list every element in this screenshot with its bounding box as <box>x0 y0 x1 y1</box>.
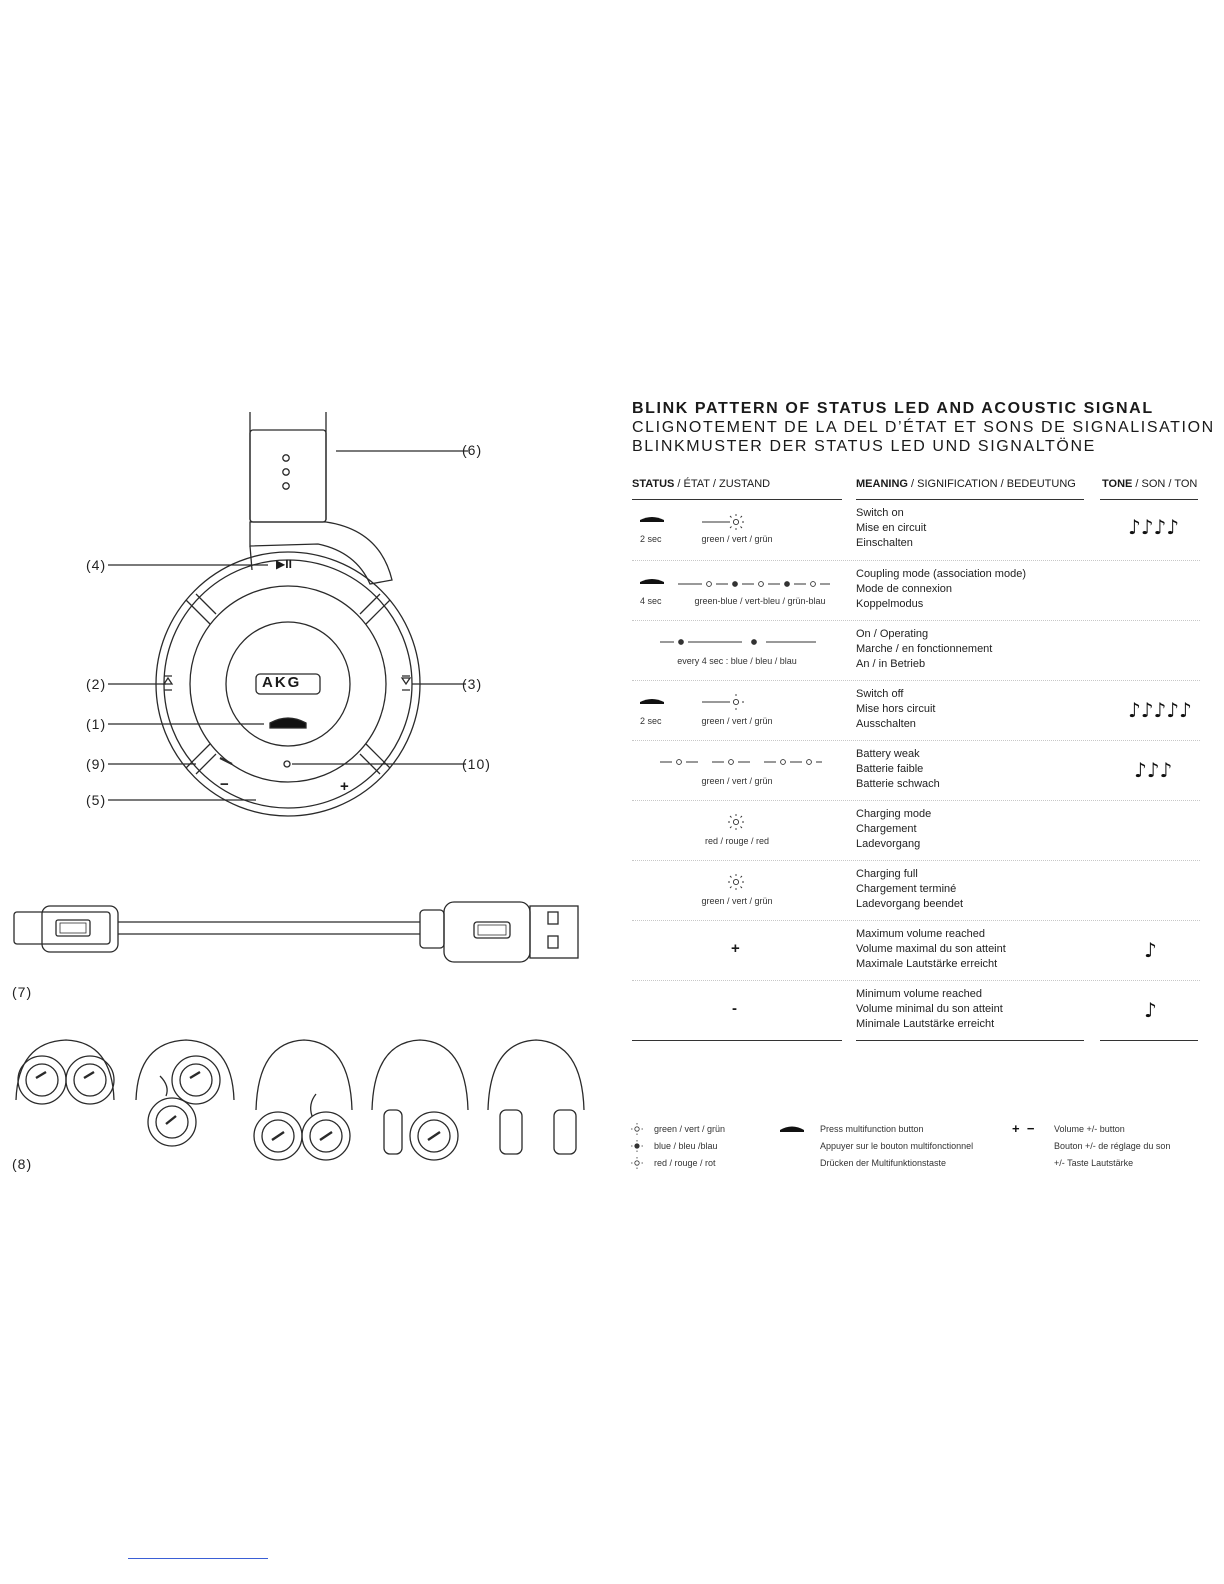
callout-2: (2) <box>86 676 107 692</box>
tone-volume-min: ♪ <box>1144 998 1157 1022</box>
akg-logo: AKG <box>262 674 302 691</box>
meaning-switch-on: Switch on Mise en circuit Einschalten <box>856 507 927 549</box>
col-rule-tone <box>1100 499 1198 500</box>
callout-9: (9) <box>86 756 107 772</box>
legend-vol-fr: Bouton +/- de réglage du son <box>1054 1141 1171 1151</box>
callout-8: (8) <box>12 1156 33 1172</box>
row-separator <box>632 560 1200 561</box>
callout-6: (6) <box>462 442 483 458</box>
volume-plus-minus-icons: + − <box>1012 1121 1035 1136</box>
volume-max-symbol: + <box>731 940 740 957</box>
legend-vol-en: Volume +/- button <box>1054 1124 1125 1134</box>
callout-1: (1) <box>86 716 107 732</box>
callout-7: (7) <box>12 984 33 1000</box>
tone-battery-weak: ♪♪♪ <box>1134 758 1173 782</box>
bottom-rule-status <box>632 1040 842 1041</box>
meaning-charging-full: Charging full Chargement terminé Ladevorgang beendet <box>856 868 964 910</box>
meaning-operating: On / Operating Marche / en fonctionnement An / in Betrieb <box>856 628 993 670</box>
status-cell-charging <box>632 810 840 866</box>
row-sec-label: 2 sec <box>640 716 662 726</box>
bottom-rule-tone <box>1100 1040 1198 1041</box>
status-cell-operating <box>632 630 840 686</box>
row-separator <box>632 920 1200 921</box>
meaning-volume-max: Maximum volume reached Volume maximal du son atteint Maximale Lautstärke erreicht <box>856 928 1006 970</box>
footer-link-underline[interactable] <box>128 1558 268 1559</box>
col-rule-meaning <box>856 499 1084 500</box>
volume-minus-label: − <box>220 776 229 793</box>
meaning-coupling: Coupling mode (association mode) Mode de connexion Koppelmodus <box>856 568 1026 610</box>
row-sec-label: 4 sec <box>640 596 662 606</box>
status-cell-switch-on <box>632 508 840 564</box>
meaning-switch-off: Switch off Mise hors circuit Ausschalten <box>856 688 936 730</box>
play-pause-icon: ▶II <box>276 557 292 571</box>
callout-4: (4) <box>86 557 107 573</box>
title-fr: CLIGNOTEMENT DE LA DEL D’ÉTAT ET SONS DE SIGNALISATION <box>632 419 1215 436</box>
volume-plus-label: + <box>340 778 349 795</box>
row-color-label: green / vert / grün <box>701 776 773 786</box>
callout-5: (5) <box>86 792 107 808</box>
row-color-label: green / vert / grün <box>701 896 773 906</box>
meaning-battery-weak: Battery weak Batterie faible Batterie schwach <box>856 748 940 790</box>
title-en: BLINK PATTERN OF STATUS LED AND ACOUSTIC SIGNAL <box>632 400 1154 417</box>
row-separator <box>632 620 1200 621</box>
volume-min-symbol: - <box>732 1000 737 1017</box>
title-de: BLINKMUSTER DER STATUS LED UND SIGNALTÖNE <box>632 438 1096 455</box>
col-head-status: STATUS / ÉTAT / ZUSTAND <box>632 478 771 490</box>
callout-3: (3) <box>462 676 483 692</box>
multifunction-button-icon <box>778 1122 806 1134</box>
row-sec-label: 2 sec <box>640 534 662 544</box>
row-color-label: green / vert / grün <box>701 534 773 544</box>
row-color-label: green / vert / grün <box>701 716 773 726</box>
col-head-tone: TONE / SON / TON <box>1102 478 1198 490</box>
status-cell-switch-off <box>632 690 840 746</box>
legend-press-fr: Appuyer sur le bouton multifonctionnel <box>820 1141 974 1151</box>
bottom-rule-meaning <box>856 1040 1084 1041</box>
callout-10: (10) <box>462 756 491 772</box>
row-separator <box>632 980 1200 981</box>
row-separator <box>632 680 1200 681</box>
row-separator <box>632 740 1200 741</box>
row-color-label: red / rouge / red <box>704 836 770 846</box>
legend-led-icons <box>628 1120 648 1172</box>
status-cell-coupling <box>632 570 840 626</box>
meaning-charging: Charging mode Chargement Ladevorgang <box>856 808 932 850</box>
tone-switch-off: ♪♪♪♪♪ <box>1128 698 1192 722</box>
tone-volume-max: ♪ <box>1144 938 1157 962</box>
legend-vol-de: +/- Taste Lautstärke <box>1054 1158 1134 1168</box>
legend-led-red: red / rouge / rot <box>654 1158 716 1168</box>
legend-press-en: Press multifunction button <box>820 1124 924 1134</box>
row-color-label: every 4 sec : blue / bleu / blau <box>677 656 797 666</box>
row-color-label: green-blue / vert-bleu / grün-blau <box>694 596 826 606</box>
status-cell-charging-full <box>632 870 840 926</box>
tone-switch-on: ♪♪♪♪ <box>1128 515 1180 539</box>
col-head-meaning: MEANING / SIGNIFICATION / BEDEUTUNG <box>856 478 1076 490</box>
row-separator <box>632 860 1200 861</box>
legend-led-blue: blue / bleu /blau <box>654 1141 718 1151</box>
meaning-volume-min: Minimum volume reached Volume minimal du son atteint Minimale Lautstärke erreicht <box>856 988 1003 1030</box>
legend-led-green: green / vert / grün <box>654 1124 726 1134</box>
legend-press-de: Drücken der Multifunktionstaste <box>820 1158 947 1168</box>
col-rule-status <box>632 499 842 500</box>
status-cell-battery-weak <box>632 750 840 806</box>
row-separator <box>632 800 1200 801</box>
